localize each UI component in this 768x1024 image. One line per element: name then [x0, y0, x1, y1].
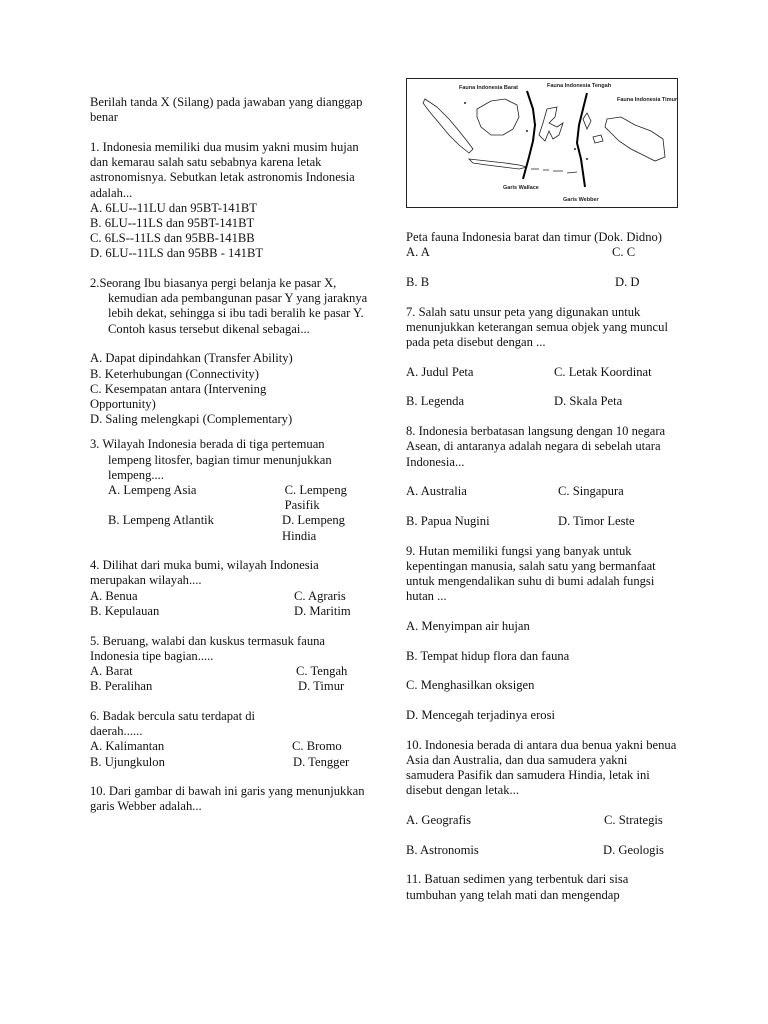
option[interactable]: D. Tengger	[293, 754, 350, 769]
option[interactable]: C. C	[612, 245, 636, 260]
option[interactable]: A. Menyimpan air hujan	[406, 618, 530, 633]
question-2: 2.Seorang Ibu biasanya pergi belanja ke pasar X, kemudian ada pembangunan pasar Y yang jaraknya lebih dekat, sehingga si ibu tadi beralih ke pasar Y. Contoh kasus tersebut dikenal sebagai...	[90, 276, 368, 336]
option[interactable]: A. Geografis	[406, 813, 472, 828]
question-3: 3. Wilayah Indonesia berada di tiga pertemuan lempeng litosfer, bagian timur menunjukkan lempeng....	[90, 437, 332, 482]
option[interactable]: C. Singapura	[558, 484, 624, 499]
left-column	[90, 95, 370, 815]
map-label-wallace: Garis Wallace	[503, 185, 539, 191]
option[interactable]: A. Australia	[406, 484, 467, 499]
question-7: 7. Salah satu unsur peta yang digunakan untuk menunjukkan keterangan semua objek yang muncul pada peta disebut dengan ...	[406, 304, 668, 350]
right-column	[406, 230, 678, 903]
option[interactable]: B. Kepulauan	[90, 603, 160, 618]
option[interactable]: D. D	[615, 274, 640, 289]
option[interactable]: D. Mencegah terjadinya erosi	[406, 708, 555, 723]
option[interactable]: C. Bromo	[292, 739, 342, 754]
option[interactable]: B. Ujungkulon	[90, 754, 165, 769]
option[interactable]: C. 6LS--11LS dan 95BB-141BB	[90, 231, 255, 246]
option[interactable]: A. Barat	[90, 664, 133, 678]
option[interactable]: B. Lempeng Atlantik	[108, 513, 214, 528]
map-caption: Peta fauna Indonesia barat dan timur (Dok. Didno)	[406, 230, 662, 244]
option[interactable]: D. Lempeng Hindia	[282, 513, 345, 543]
option[interactable]: B. Legenda	[406, 394, 465, 409]
instruction: Berilah tanda X (Silang) pada jawaban yang dianggap benar	[90, 95, 363, 125]
option[interactable]: C. Kesempatan antara (Intervening Opportunity)	[90, 381, 267, 411]
option[interactable]: C. Lempeng Pasifik	[284, 482, 347, 513]
question-6: 6. Badak bercula satu terdapat di daerah......	[90, 708, 256, 739]
option[interactable]: A. A	[406, 245, 430, 260]
option[interactable]: D. Skala Peta	[554, 394, 623, 409]
option[interactable]: B. Papua Nugini	[406, 513, 490, 528]
question-4: 4. Dilihat dari muka bumi, wilayah Indonesia merupakan wilayah....	[90, 558, 319, 588]
option[interactable]: D. Geologis	[603, 842, 664, 857]
option[interactable]: A. Judul Peta	[406, 364, 474, 379]
map-label-webber: Garis Webber	[563, 197, 599, 203]
option[interactable]: C. Menghasilkan oksigen	[406, 678, 535, 693]
option[interactable]: B. Tempat hidup flora dan fauna	[406, 648, 570, 663]
map-label-barat: Fauna Indonesia Barat	[459, 85, 518, 91]
question-11: 11. Batuan sedimen yang terbentuk dari sisa tumbuhan yang telah mati dan mengendap	[406, 872, 629, 902]
question-8: 8. Indonesia berbatasan langsung dengan 10 negara Asean, di antaranya adalah negara di sebelah utara Indonesia...	[406, 424, 666, 469]
option[interactable]: D. Maritim	[294, 603, 351, 618]
map-label-tengah: Fauna Indonesia Tengah	[547, 83, 612, 89]
question-10-letak: 10. Indonesia berada di antara dua benua yakni benua Asia dan Australia, dan dua samudera yakni samudera Pasifik dan samudera Hindia, letak ini disebut dengan letak...	[406, 737, 677, 798]
indonesia-map-image	[407, 79, 677, 207]
option[interactable]: A. Dapat dipindahkan (Transfer Ability)	[90, 351, 293, 366]
question-10-webber: 10. Dari gambar di bawah ini garis yang menunjukkan garis Webber adalah...	[90, 784, 365, 814]
option[interactable]: A. Benua	[90, 588, 138, 603]
option[interactable]: C. Agraris	[294, 588, 346, 603]
option[interactable]: B. Astronomis	[406, 842, 479, 857]
option[interactable]: A. 6LU--11LU dan 95BT-141BT	[90, 200, 257, 215]
option[interactable]: C. Letak Koordinat	[554, 364, 652, 379]
option[interactable]: C. Strategis	[604, 813, 663, 828]
fauna-map	[406, 78, 678, 208]
option[interactable]: D. Saling melengkapi (Complementary)	[90, 412, 293, 427]
option[interactable]: D. Timur	[298, 679, 345, 694]
option[interactable]: B. B	[406, 274, 430, 289]
map-label-timur: Fauna Indonesia Timur	[617, 97, 677, 103]
option[interactable]: D. Timor Leste	[558, 513, 635, 528]
option[interactable]: B. Keterhubungan (Connectivity)	[90, 366, 259, 381]
question-5: 5. Beruang, walabi dan kuskus termasuk fauna Indonesia tipe bagian.....	[90, 633, 326, 663]
option[interactable]: A. Lempeng Asia	[108, 482, 197, 497]
question-9: 9. Hutan memiliki fungsi yang banyak untuk kepentingan manusia, salah satu yang bermanfaat untuk mengendalikan suhu di bumi adalah fungsi hutan ...	[406, 543, 656, 604]
option[interactable]: C. Tengah	[296, 664, 348, 678]
question-1: 1. Indonesia memiliki dua musim yakni musim hujan dan kemarau salah satu sebabnya karena letak astronomisnya. Sebutkan letak astronomis Indonesia adalah...	[90, 139, 359, 200]
option[interactable]: B. 6LU--11LS dan 95BT-141BT	[90, 215, 255, 230]
option[interactable]: B. Peralihan	[90, 679, 153, 694]
option[interactable]: A. Kalimantan	[90, 739, 165, 754]
option[interactable]: D. 6LU--11LS dan 95BB - 141BT	[90, 246, 264, 261]
